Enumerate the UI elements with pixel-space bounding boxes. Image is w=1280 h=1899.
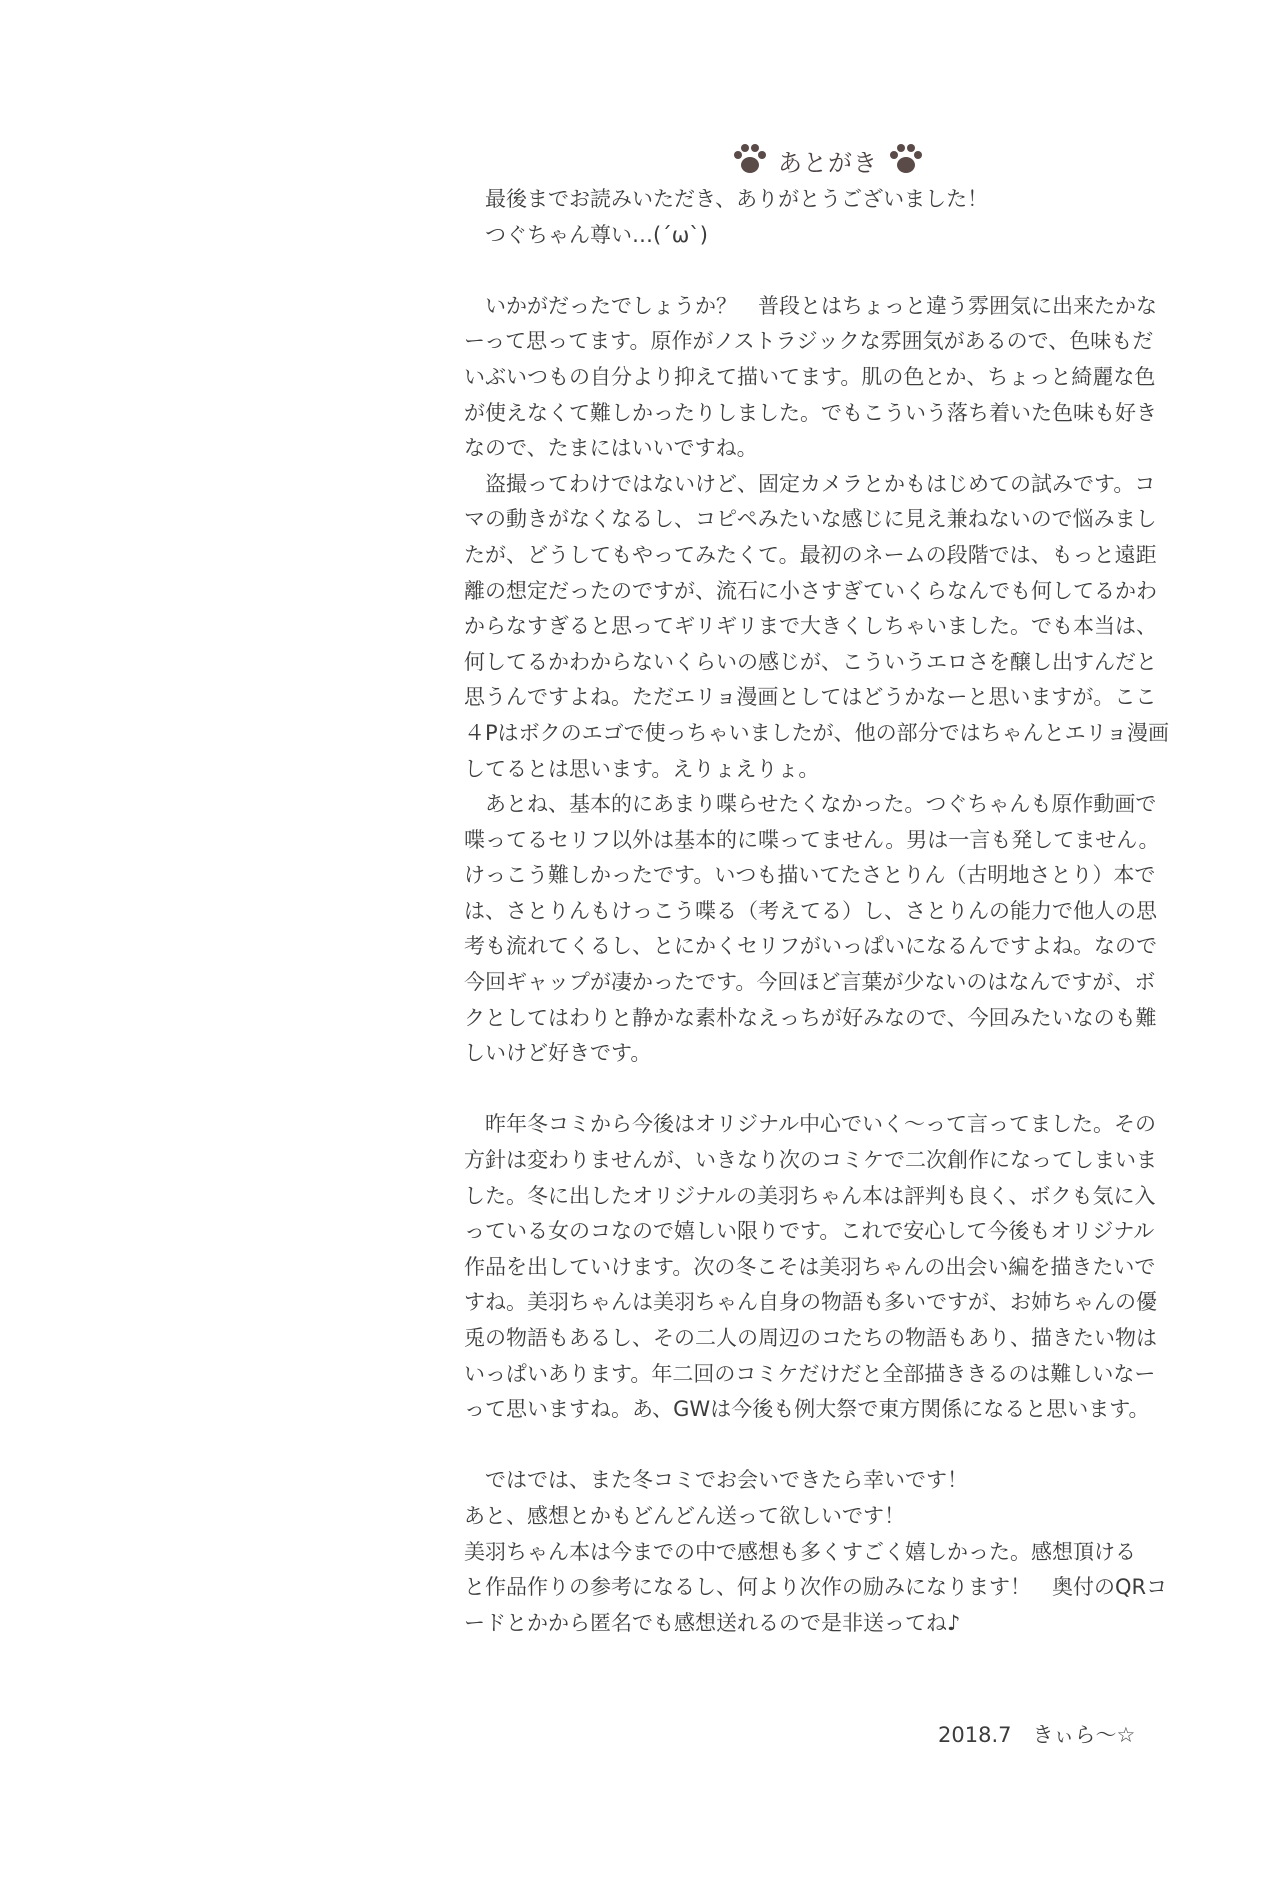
afterword-header	[730, 140, 926, 180]
paragraph	[464, 467, 1170, 787]
text-line: 今回ギャップが凄かったです。今回ほど言葉が少ないのはなんですが、ボ	[464, 970, 1156, 995]
paragraph	[464, 787, 1164, 1072]
text-line: あとね、基本的にあまり喋らせたくなかった。つぐちゃんも原作動画で	[485, 792, 1157, 817]
text-line: ではでは、また冬コミでお会いできたら幸いです！	[485, 1468, 968, 1493]
text-line: と作品作りの参考になるし、何より次作の励みになります！ 奥付のQRコ	[464, 1575, 1168, 1600]
paragraph	[464, 289, 1164, 467]
paw-icon	[886, 140, 926, 180]
text-line: 何してるかわからないくらいの感じが、こういうエロさを醸し出すんだと	[464, 649, 1157, 674]
text-line: けっこう難しかったです。いつも描いてたさとりん（古明地さとり）本で	[464, 863, 1156, 888]
paw-icon	[730, 140, 770, 180]
paragraph-spacer	[464, 1072, 1164, 1108]
text-line: ーって思ってます。原作がノストラジックな雰囲気があるので、色味もだ	[464, 329, 1154, 354]
text-line: ードとかから匿名でも感想送れるので是非送ってね♪	[464, 1610, 961, 1635]
text-line: いっぱいあります。年二回のコミケだけだと全部描ききるのは難しいなー	[464, 1361, 1156, 1386]
text-line: 考も流れてくるし、とにかくセリフがいっぱいになるんですよね。なので	[464, 934, 1157, 959]
signature: 2018.7 きぃら～☆	[938, 1723, 1136, 1747]
text-line: っている女のコなので嬉しい限りです。これで安心して今後もオリジナル	[464, 1219, 1155, 1244]
text-line: って思いますね。あ、GWは今後も例大祭で東方関係になると思います。	[464, 1397, 1150, 1422]
page-title: あとがき	[778, 148, 878, 177]
text-line: しいけど好きです。	[464, 1041, 652, 1066]
paragraph	[464, 182, 1164, 253]
paragraph-spacer	[464, 1428, 1164, 1464]
text-line: 盗撮ってわけではないけど、固定カメラとかもはじめての試みです。コ	[485, 471, 1156, 496]
text-line: 喋ってるセリフ以外は基本的に喋ってません。男は一言も発してません。	[464, 827, 1160, 852]
text-line: いぶいつもの自分より抑えて描いてます。肌の色とか、ちょっと綺麗な色	[464, 364, 1156, 389]
text-line: 最後までお読みいただき、ありがとうございました！	[485, 187, 989, 211]
text-line: あと、感想とかもどんどん送って欲しいです！	[464, 1503, 905, 1528]
text-line: 美羽ちゃん本は今までの中で感想も多くすごく嬉しかった。感想頂ける	[464, 1539, 1136, 1564]
text-line: 昨年冬コミから今後はオリジナル中心でいく～って言ってました。その	[485, 1112, 1156, 1137]
text-line: は、さとりんもけっこう喋る（考えてる）し、さとりんの能力で他人の思	[464, 898, 1157, 923]
text-line: いかがだったでしょうか？ 普段とはちょっと違う雰囲気に出来たかな	[485, 293, 1157, 318]
paragraph	[464, 1107, 1164, 1427]
text-line: つぐちゃん尊い…(´ω`)	[485, 222, 708, 247]
text-line: 兎の物語もあるし、その二人の周辺のコたちの物語もあり、描きたい物は	[464, 1326, 1157, 1350]
text-line: 作品を出していけます。次の冬こそは美羽ちゃんの出会い編を描きたいで	[464, 1254, 1156, 1279]
text-line: たが、どうしてもやってみたくて。最初のネームの段階では、もっと遠距	[464, 542, 1157, 567]
text-line: 方針は変わりませんが、いきなり次のコミケで二次創作になってしまいま	[464, 1148, 1157, 1173]
text-line: してるとは思います。えりょえりょ。	[464, 756, 820, 781]
afterword-body	[464, 182, 1170, 1641]
paragraph-spacer	[464, 253, 1164, 289]
text-line: 思うんですよね。ただエリョ漫画としてはどうかなーと思いますが。ここ	[464, 685, 1157, 710]
text-line: 離の想定だったのですが、流石に小さすぎていくらなんでも何してるかわ	[464, 578, 1157, 603]
text-line: なので、たまにはいいですね。	[464, 436, 758, 461]
text-line: が使えなくて難しかったりしました。でもこういう落ち着いた色味も好き	[464, 400, 1157, 425]
text-line: すね。美羽ちゃんは美羽ちゃん自身の物語も多いですが、お姉ちゃんの優	[464, 1290, 1157, 1315]
text-line: からなすぎると思ってギリギリまで大きくしちゃいました。でも本当は、	[464, 614, 1157, 639]
paragraph	[464, 1463, 1168, 1641]
text-line: した。冬に出したオリジナルの美羽ちゃん本は評判も良く、ボクも気に入	[464, 1183, 1156, 1208]
text-line: マの動きがなくなるし、コピペみたいな感じに見え兼ねないので悩みまし	[464, 507, 1157, 532]
text-line: ４Pはボクのエゴで使っちゃいましたが、他の部分ではちゃんとエリョ漫画	[464, 720, 1170, 745]
text-line: クとしてはわりと静かな素朴なえっちが好みなので、今回みたいなのも難	[464, 1005, 1157, 1030]
